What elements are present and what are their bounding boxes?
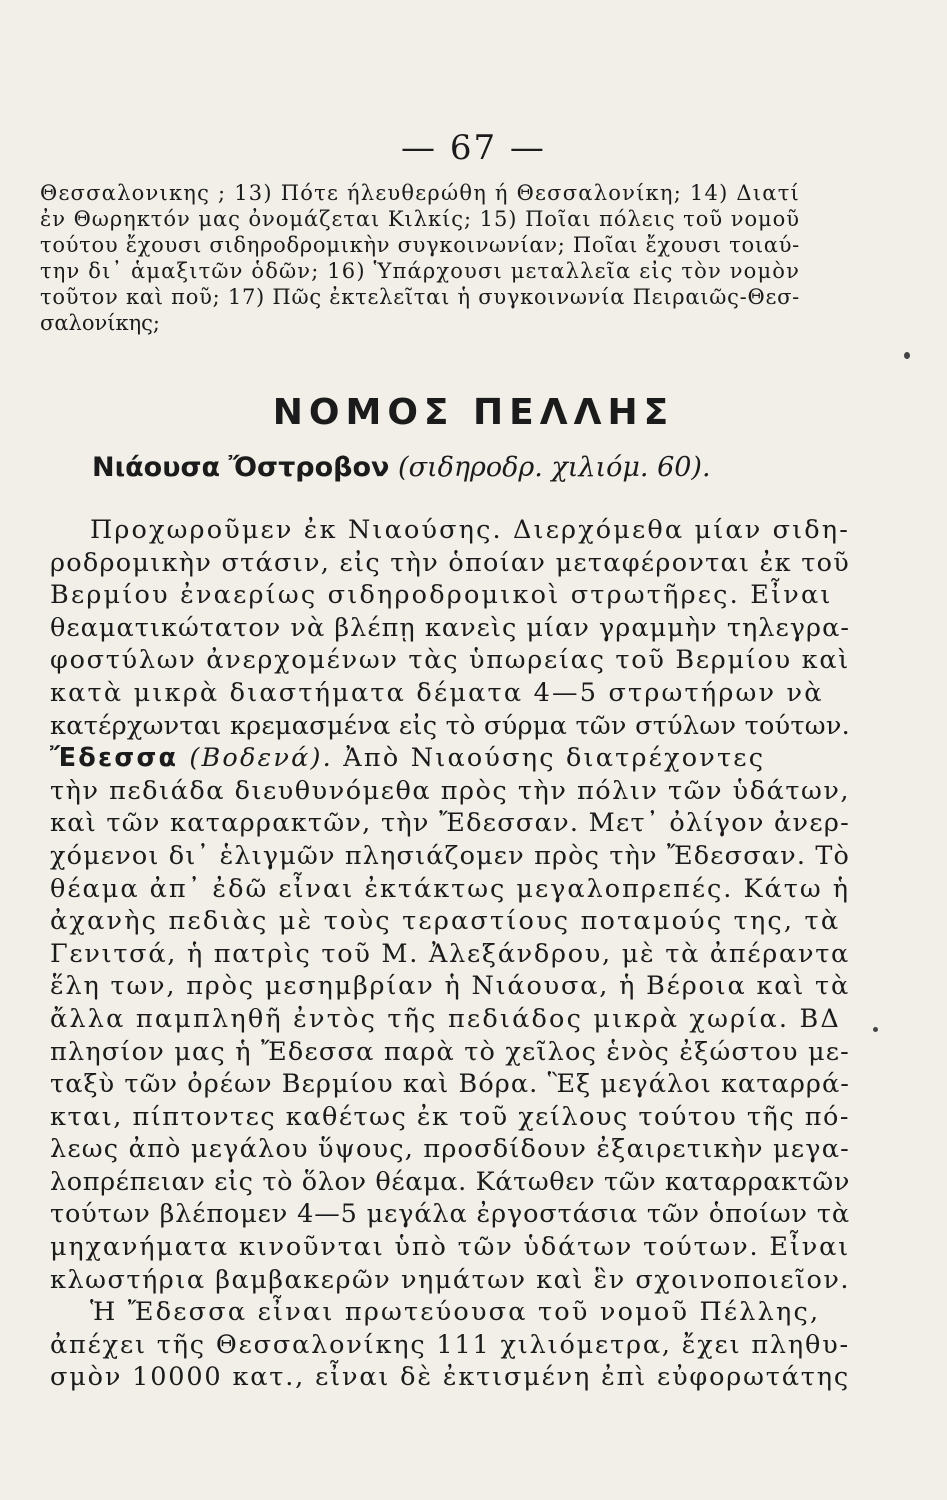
subheading-distance: (σιδηροδρ. χιλιόμ. 60). [398, 452, 711, 483]
question-line: τοῦτον καὶ ποῦ; 17) Πῶς ἐκτελεῖται ἡ συγκοινωνία Πειραιῶς-Θεσ- [40, 285, 800, 309]
body-line-text: πλησίον μας ἡ Ἔδεσσα παρὰ τὸ χεῖλος ἑνὸς ἐξώστου με- [50, 1036, 850, 1067]
body-line [50, 1231, 850, 1264]
body-line [50, 1198, 850, 1231]
body-line [50, 1003, 850, 1036]
body-line [50, 1296, 850, 1329]
body-line-text: κλωστήρια βαμβακερῶν νημάτων καὶ ἓν σχοινοποιεῖον. [50, 1264, 850, 1295]
body-line [50, 1036, 850, 1069]
body-line-text: ἀπέχει τῆς Θεσσαλονίκης 111 χιλιόμετρα, ἔχει πληθυ- [50, 1329, 850, 1360]
body-line-text: καὶ τῶν καταρρακτῶν, τὴν Ἔδεσσαν. Μετ᾽ ὀλίγον ἀνερ- [50, 808, 850, 839]
body-line-text: χόμενοι δι᾽ ἑλιγμῶν πλησιάζομεν πρὸς τὴν Ἔδεσσαν. Τὸ [50, 840, 850, 871]
body-line [50, 1101, 850, 1134]
body-line [50, 1133, 850, 1166]
question-line: ἐν Θωρηκτόν μας ὀνομάζεται Κιλκίς; 15) Ποῖαι πόλεις τοῦ νομοῦ [40, 207, 800, 231]
place-alt-name: (Βοδενά). [189, 743, 344, 774]
body-line-text: σμὸν 10000 κατ., εἶναι δὲ ἐκτισμένη ἐπὶ εὐφορωτάτης [50, 1362, 850, 1393]
body-line-text: θεαματικώτατον νὰ βλέπῃ κανεὶς μίαν γραμμὴν τηλεγρα- [50, 612, 850, 643]
body-line-text: ροδρομικὴν στάσιν, εἰς τὴν ὁποίαν μεταφέρονται ἐκ τοῦ [50, 547, 850, 578]
body-line-text: ἀχανὴς πεδιὰς μὲ τοὺς τεραστίους ποταμούς της, τὰ [50, 906, 841, 937]
body-line-text: κατὰ μικρὰ διαστήματα δέματα 4—5 στρωτήρων νὰ [50, 677, 824, 708]
body-line-text: Προχωροῦμεν ἐκ Νιαούσης. Διερχόμεθα μίαν σιδη- [90, 515, 850, 545]
body-line-text: τὴν πεδιάδα διευθυνόμεθα πρὸς τὴν πόλιν τῶν ὑδάτων, [50, 775, 850, 806]
body-line [50, 612, 850, 645]
body-line [50, 905, 850, 938]
body-text [50, 514, 850, 1394]
body-line [50, 873, 850, 906]
body-line [50, 579, 850, 612]
section-heading: ΝΟΜΟΣ ΠΕΛΛΗΣ [272, 392, 675, 433]
page-number: — 67 — [401, 128, 546, 168]
body-line-text: Ἡ Ἔδεσσα εἶναι πρωτεύουσα τοῦ νομοῦ Πέλλης, [90, 1297, 821, 1328]
body-line-text: Βερμίου ἐναερίως σιδηροδρομικοὶ στρωτῆρες. Εἶναι [50, 580, 833, 611]
body-line-text: θέαμα ἀπ᾽ ἐδῶ εἶναι ἐκτάκτως μεγαλοπρεπές. Κάτω ἡ [50, 873, 850, 904]
body-line-text: Ἀπὸ Νιαούσης διατρέχοντες [343, 743, 766, 774]
body-line [50, 807, 850, 840]
question-line: Θεσσαλονικης ; 13) Πότε ήλευθερώθη ή Θεσσαλονίκη; 14) Διατί [40, 181, 800, 205]
body-line-text: λοπρέπειαν εἰς τὸ ὅλον θέαμα. Κάτωθεν τῶν καταρρακτῶν [50, 1166, 850, 1197]
body-line [50, 1068, 850, 1101]
body-line [50, 840, 850, 873]
question-line: την δι᾽ ἁμαξιτῶν ὁδῶν; 16) Ὑπάρχουσι μεταλλεῖα εἰς τὸν νομὸν [40, 259, 800, 283]
body-line [50, 710, 850, 743]
body-line [50, 514, 850, 547]
body-line-text: Γενιτσά, ἡ πατρὶς τοῦ Μ. Ἀλεξάνδρου, μὲ τὰ ἀπέραντα [50, 938, 850, 969]
body-line [50, 775, 850, 808]
body-line [50, 547, 850, 580]
body-line-text: κται, πίπτοντες καθέτως ἐκ τοῦ χείλους τούτου τῆς πό- [50, 1101, 850, 1132]
body-line-text: ἄλλα παμπληθῆ ἐντὸς τῆς πεδιάδος μικρὰ χωρία. ΒΔ [50, 1003, 842, 1034]
body-line-text: ταξὺ τῶν ὀρέων Βερμίου καὶ Βόρα. Ἓξ μεγάλοι καταρρά- [50, 1069, 850, 1100]
body-line-text: λεως ἀπὸ μεγάλου ὕψους, προσδίδουν ἐξαιρετικὴν μεγα- [50, 1134, 850, 1165]
subheading-city: Νιάουσα [92, 452, 221, 483]
body-line [50, 742, 850, 775]
body-line [50, 677, 850, 710]
subheading-station: Ὄστροβον [228, 452, 390, 483]
body-line [50, 1166, 850, 1199]
print-speck [904, 352, 910, 359]
subheading [92, 452, 852, 483]
body-line [50, 644, 850, 677]
body-line-text: φοστύλων ἀνερχομένων τὰς ὑπωρείας τοῦ Βερμίου καὶ [50, 645, 850, 676]
print-speck [873, 1027, 878, 1032]
body-line [50, 1361, 850, 1394]
body-line-text: μηχανήματα κινοῦνται ὑπὸ τῶν ὑδάτων τούτων. Εἶναι [50, 1232, 850, 1263]
question-line: σαλονίκης; [40, 311, 161, 335]
place-name: Ἔδεσσα [50, 743, 190, 774]
body-line-text: τούτων βλέπομεν 4—5 μεγάλα ἐργοστάσια τῶν ὁποίων τὰ [50, 1199, 850, 1230]
review-questions [40, 180, 800, 336]
body-line-text: ἕλη των, πρὸς μεσημβρίαν ἡ Νιάουσα, ἡ Βέροια καὶ τὰ [50, 971, 850, 1002]
body-line [50, 1329, 850, 1362]
body-line [50, 938, 850, 971]
body-line-text: κατέρχωνται κρεμασμένα εἰς τὸ σύρμα τῶν στύλων τούτων. [50, 710, 850, 741]
body-line [50, 970, 850, 1003]
question-line: τούτου ἔχουσι σιδηροδρομικὴν συγκοινωνίαν; Ποῖαι ἔχουσι τοιαύ- [40, 233, 800, 257]
body-line [50, 1264, 850, 1297]
